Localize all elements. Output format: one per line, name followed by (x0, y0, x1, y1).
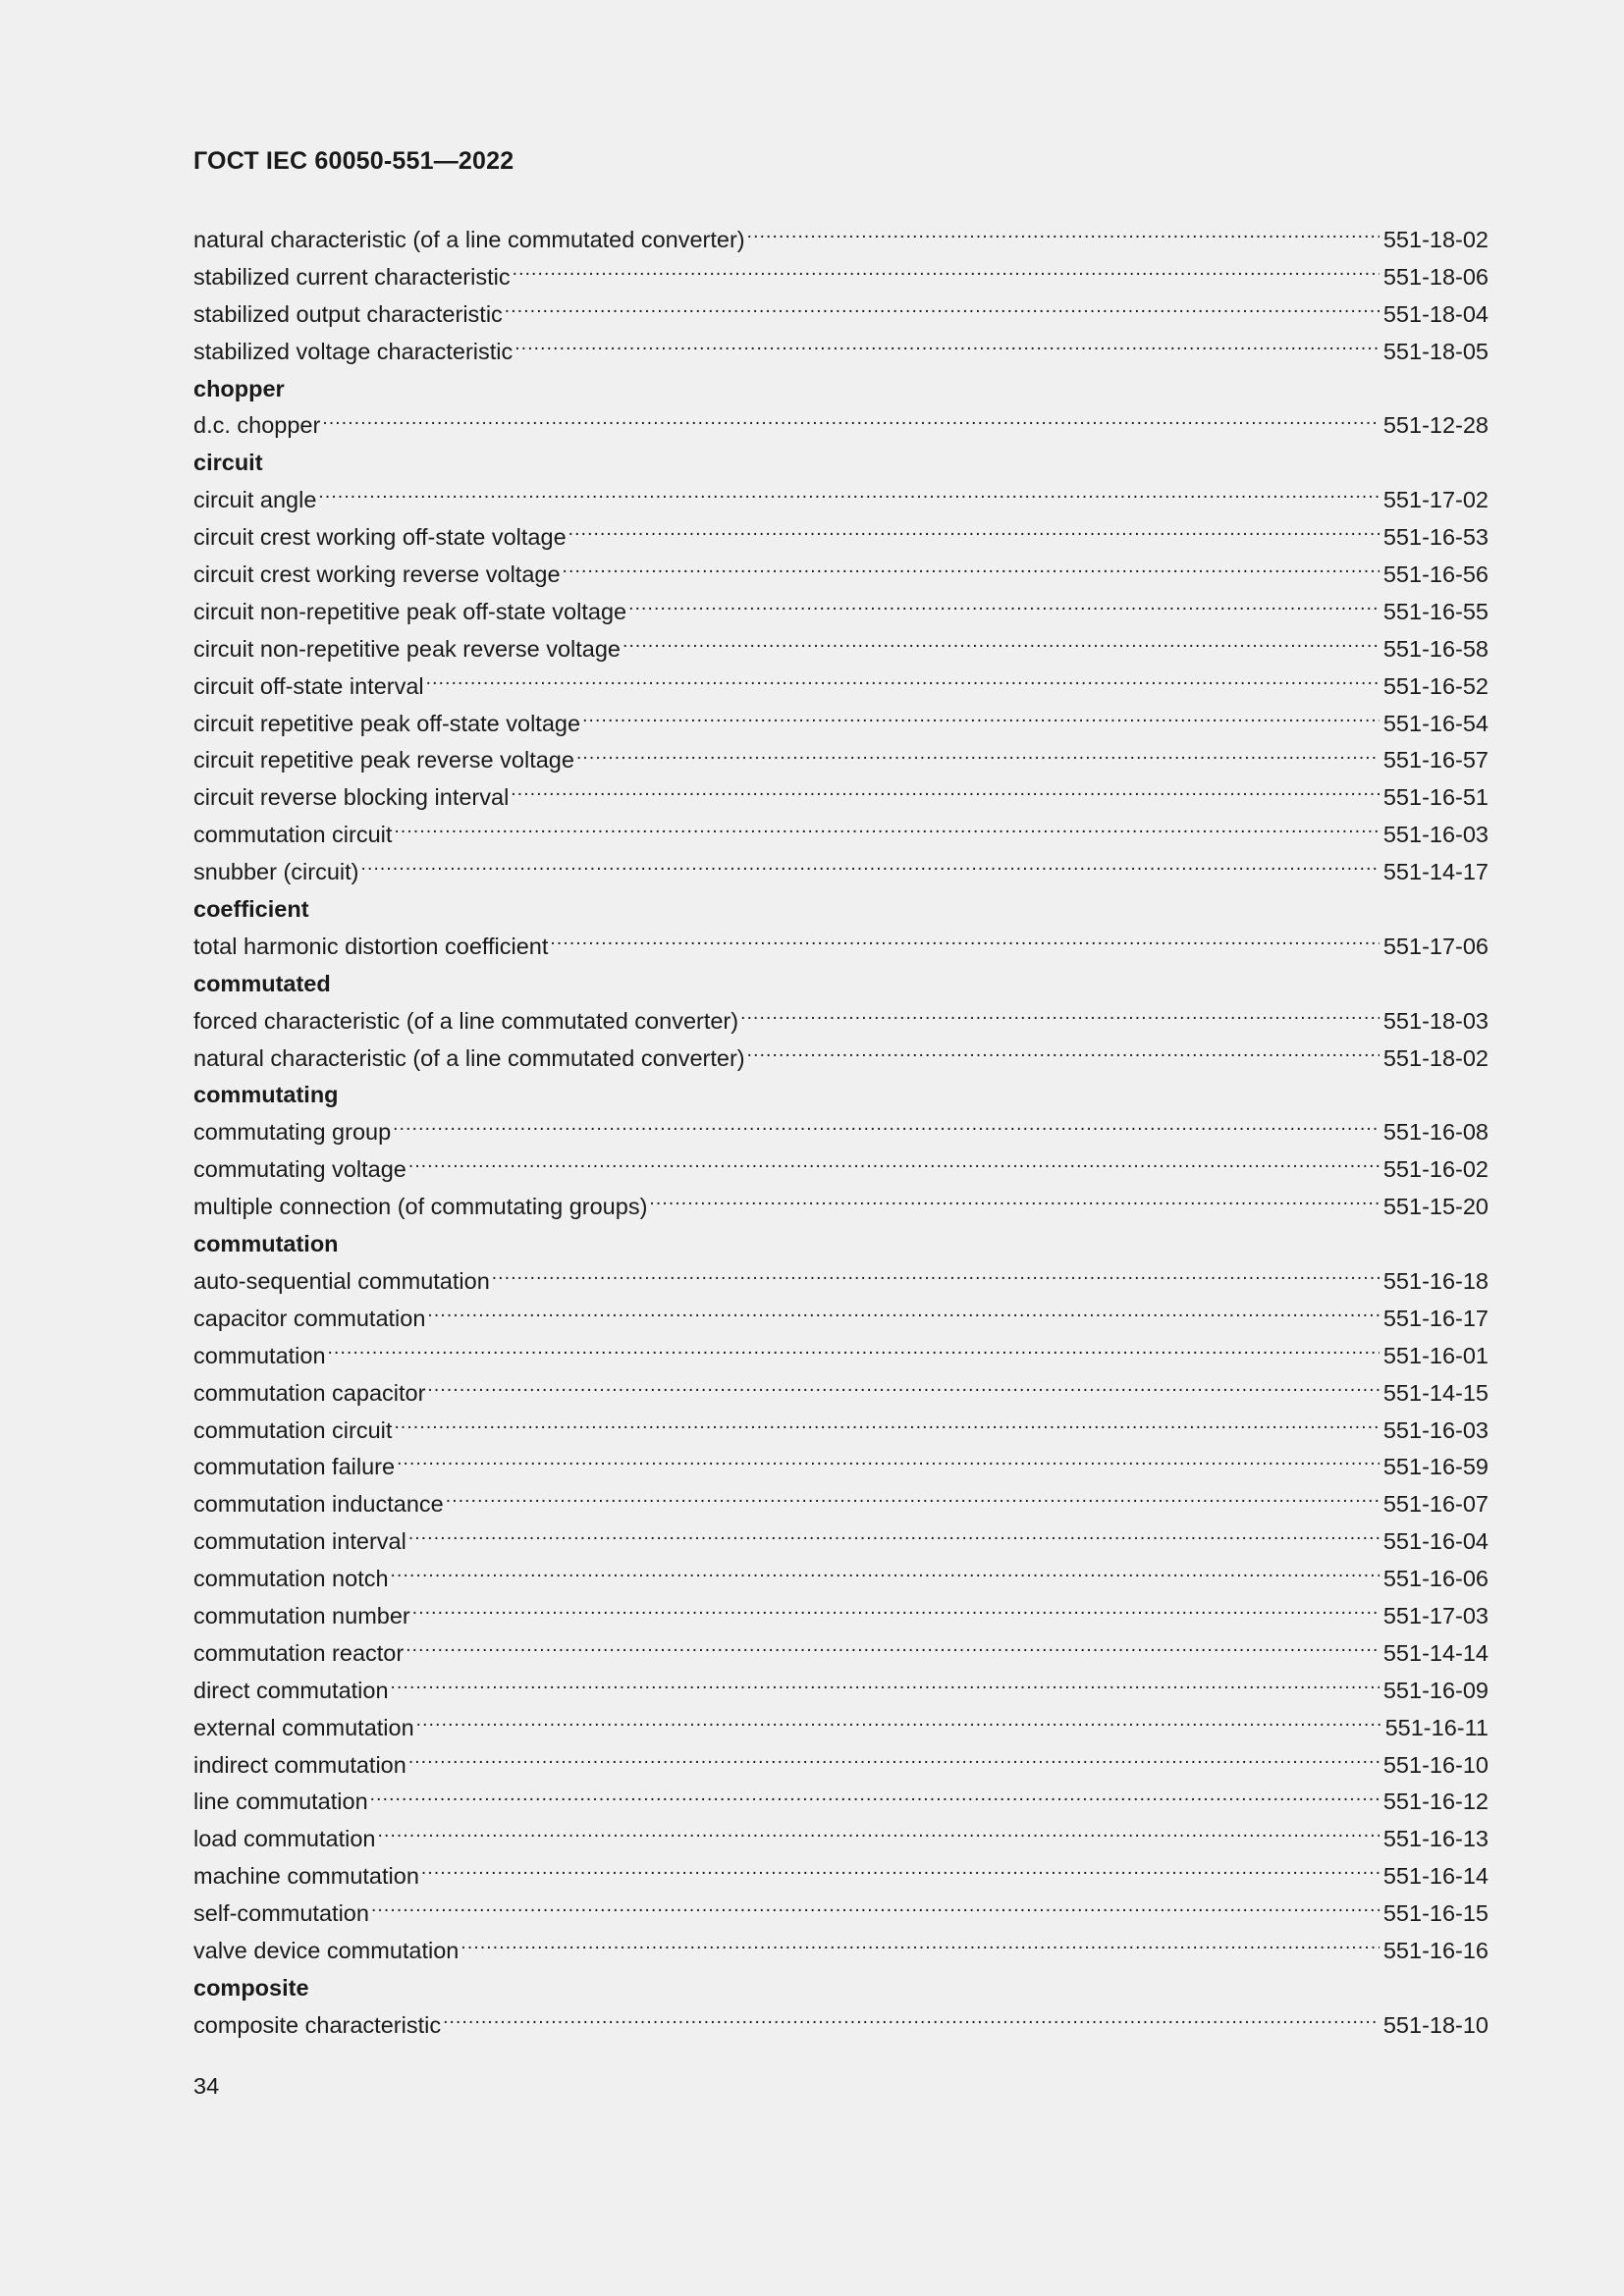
index-entry-reference: 551-16-52 (1382, 672, 1489, 699)
index-group-heading: circuit (193, 450, 263, 476)
index-entry-term: line commutation (193, 1789, 368, 1815)
dot-leader (513, 261, 1380, 285)
index-entry-term: circuit crest working reverse voltage (193, 561, 561, 588)
index-entry-reference: 551-18-02 (1382, 227, 1489, 252)
dot-leader (360, 857, 1379, 881)
index-entry-reference: 551-16-01 (1382, 1342, 1489, 1368)
index-entry-term: circuit non-repetitive peak reverse voltage (193, 635, 621, 662)
index-entry (193, 1375, 1489, 1413)
index-entry (193, 1449, 1489, 1486)
dot-leader (408, 1526, 1380, 1550)
index-entry (193, 1561, 1489, 1598)
index-entry-reference: 551-16-56 (1382, 561, 1489, 588)
index-entry-reference: 551-16-53 (1382, 524, 1489, 551)
index-entry-reference: 551-16-03 (1382, 1416, 1489, 1443)
dot-leader (628, 596, 1380, 619)
term-index-list (193, 222, 1489, 2045)
index-entry-term: composite characteristic (193, 2011, 442, 2038)
dot-leader (408, 1749, 1380, 1773)
dot-leader (511, 782, 1380, 806)
dot-leader (649, 1192, 1379, 1215)
dot-leader (371, 1898, 1380, 1922)
index-group-heading: commutating (193, 1082, 339, 1108)
index-entry-term: commutation notch (193, 1566, 389, 1592)
index-entry (193, 594, 1489, 631)
index-entry (193, 1189, 1489, 1226)
index-entry-reference: 551-18-06 (1382, 263, 1489, 290)
index-entry (193, 854, 1489, 891)
index-entry (193, 1896, 1489, 1933)
index-entry-term: commutation number (193, 1602, 410, 1629)
index-group-heading: commutation (193, 1231, 339, 1257)
dot-leader (426, 670, 1380, 694)
index-entry-term: commutation reactor (193, 1639, 405, 1666)
index-group-heading: chopper (193, 375, 285, 401)
index-entry-reference: 551-16-58 (1382, 635, 1489, 662)
index-entry-reference: 551-14-17 (1382, 859, 1489, 885)
index-entry-reference: 551-14-14 (1382, 1639, 1489, 1666)
index-entry (193, 1413, 1489, 1450)
index-entry-reference: 551-16-57 (1382, 747, 1489, 774)
dot-leader (550, 931, 1379, 954)
index-entry-term: commutating group (193, 1119, 392, 1146)
index-entry (193, 296, 1489, 334)
index-entry-reference: 551-16-07 (1382, 1491, 1489, 1518)
index-entry-reference: 551-18-04 (1382, 300, 1489, 327)
index-entry-term: capacitor commutation (193, 1305, 426, 1331)
index-entry-term: commutation circuit (193, 822, 393, 848)
index-entry (193, 1673, 1489, 1710)
index-entry-reference: 551-16-11 (1384, 1714, 1489, 1740)
index-entry-term: commutation failure (193, 1454, 396, 1480)
index-entry-reference: 551-16-16 (1382, 1937, 1489, 1963)
index-entry-term: d.c. chopper (193, 412, 321, 439)
dot-leader (582, 708, 1380, 731)
index-entry (193, 557, 1489, 594)
index-entry-reference: 551-17-06 (1382, 933, 1489, 959)
index-entry (193, 1114, 1489, 1151)
dot-leader (412, 1600, 1380, 1624)
index-entry-term: stabilized current characteristic (193, 263, 511, 290)
index-entry-reference: 551-18-03 (1382, 1007, 1489, 1034)
index-entry-term: multiple connection (of commutating groups) (193, 1194, 648, 1220)
index-entry-reference: 551-16-15 (1382, 1900, 1489, 1927)
index-entry-term: commutation circuit (193, 1416, 393, 1443)
page-number: 34 (193, 2073, 220, 2099)
index-entry-term: circuit non-repetitive peak off-state voltage (193, 598, 627, 624)
page-header: ГОСТ IEC 60050-551—2022 (193, 147, 514, 175)
dot-leader (394, 820, 1379, 843)
dot-leader (747, 225, 1380, 248)
dot-leader (576, 745, 1380, 769)
dot-leader (397, 1452, 1380, 1475)
index-entry (193, 929, 1489, 966)
dot-leader (394, 1415, 1379, 1438)
index-entry-term: snubber (circuit) (193, 859, 359, 885)
index-entry-term: circuit off-state interval (193, 672, 424, 699)
index-entry-reference: 551-14-15 (1382, 1379, 1489, 1406)
index-entry-term: load commutation (193, 1826, 376, 1852)
index-entry-reference: 551-15-20 (1382, 1194, 1489, 1220)
index-entry-term: total harmonic distortion coefficient (193, 933, 549, 959)
index-entry-reference: 551-12-28 (1382, 412, 1489, 439)
dot-leader (446, 1489, 1380, 1513)
index-entry-reference: 551-16-18 (1382, 1267, 1489, 1294)
index-entry-term: auto-sequential commutation (193, 1267, 490, 1294)
index-entry-reference: 551-16-03 (1382, 822, 1489, 848)
index-entry (193, 519, 1489, 557)
index-entry (193, 1338, 1489, 1375)
dot-leader (514, 336, 1380, 359)
index-entry-reference: 551-16-12 (1382, 1789, 1489, 1815)
index-entry-reference: 551-16-51 (1382, 784, 1489, 811)
index-entry-term: natural characteristic (of a line commutated converter) (193, 1044, 745, 1071)
index-entry-reference: 551-16-55 (1382, 598, 1489, 624)
index-entry-term: commutation interval (193, 1528, 406, 1555)
index-entry (193, 1523, 1489, 1561)
index-entry-term: direct commutation (193, 1677, 389, 1703)
index-entry-term: circuit angle (193, 487, 317, 513)
index-entry-term: forced characteristic (of a line commutated converter) (193, 1007, 739, 1034)
index-entry (193, 259, 1489, 296)
index-group-heading: composite (193, 1974, 309, 2001)
dot-leader (505, 298, 1380, 322)
index-entry-reference: 551-16-54 (1382, 710, 1489, 736)
index-entry (193, 1635, 1489, 1673)
dot-leader (393, 1117, 1380, 1141)
dot-leader (318, 485, 1379, 508)
index-entry-reference: 551-16-06 (1382, 1566, 1489, 1592)
index-entry-reference: 551-18-10 (1382, 2011, 1489, 2038)
index-entry (193, 1933, 1489, 1970)
index-entry (193, 742, 1489, 779)
index-entry (193, 1747, 1489, 1785)
index-entry (193, 1263, 1489, 1301)
dot-leader (427, 1377, 1379, 1401)
index-entry-term: commutation capacitor (193, 1379, 426, 1406)
index-entry-reference: 551-16-02 (1382, 1156, 1489, 1183)
dot-leader (443, 2009, 1380, 2033)
index-entry-reference: 551-16-08 (1382, 1119, 1489, 1146)
dot-leader (406, 1637, 1380, 1661)
index-entry-term: circuit reverse blocking interval (193, 784, 510, 811)
index-entry-term: machine commutation (193, 1863, 419, 1890)
dot-leader (421, 1861, 1380, 1885)
index-entry-reference: 551-16-09 (1382, 1677, 1489, 1703)
dot-leader (747, 1042, 1380, 1066)
index-entry-term: commutating voltage (193, 1156, 406, 1183)
index-entry (193, 1858, 1489, 1896)
dot-leader (391, 1675, 1380, 1698)
index-entry-reference: 551-16-04 (1382, 1528, 1489, 1555)
index-entry-term: self-commutation (193, 1900, 369, 1927)
dot-leader (563, 560, 1380, 583)
index-entry (193, 2007, 1489, 2045)
index-entry-term: circuit crest working off-state voltage (193, 524, 567, 551)
dot-leader (492, 1265, 1380, 1289)
index-entry-term: stabilized output characteristic (193, 300, 503, 327)
index-entry (193, 631, 1489, 668)
dot-leader (568, 522, 1380, 546)
index-entry (193, 1301, 1489, 1338)
dot-leader (427, 1303, 1379, 1326)
index-entry-reference: 551-18-05 (1382, 338, 1489, 364)
dot-leader (378, 1824, 1380, 1847)
dot-leader (328, 1340, 1380, 1363)
index-entry-term: circuit repetitive peak off-state voltage (193, 710, 581, 736)
index-entry (193, 1821, 1489, 1858)
dot-leader (322, 410, 1380, 434)
index-entry (193, 1003, 1489, 1041)
index-entry-reference: 551-18-02 (1382, 1044, 1489, 1071)
dot-leader (460, 1935, 1379, 1958)
index-entry-term: valve device commutation (193, 1937, 460, 1963)
index-entry (193, 668, 1489, 706)
index-entry (193, 1598, 1489, 1635)
dot-leader (623, 633, 1380, 657)
dot-leader (408, 1154, 1380, 1178)
index-entry-term: external commutation (193, 1714, 414, 1740)
index-entry-reference: 551-16-13 (1382, 1826, 1489, 1852)
index-entry (193, 407, 1489, 445)
dot-leader (416, 1712, 1381, 1735)
index-entry (193, 222, 1489, 259)
index-entry (193, 1710, 1489, 1747)
index-entry-reference: 551-17-02 (1382, 487, 1489, 513)
index-entry-reference: 551-17-03 (1382, 1602, 1489, 1629)
dot-leader (370, 1787, 1380, 1810)
index-entry-reference: 551-16-10 (1382, 1751, 1489, 1778)
dot-leader (740, 1005, 1380, 1029)
index-entry-term: circuit repetitive peak reverse voltage (193, 747, 574, 774)
index-entry (193, 1151, 1489, 1189)
index-entry (193, 334, 1489, 371)
index-entry-term: indirect commutation (193, 1751, 406, 1778)
index-entry-reference: 551-16-14 (1382, 1863, 1489, 1890)
index-group-heading: coefficient (193, 896, 309, 923)
index-entry (193, 482, 1489, 519)
index-entry (193, 1784, 1489, 1821)
index-group-heading: commutated (193, 970, 331, 996)
index-entry-term: natural characteristic (of a line commutated converter) (193, 227, 745, 252)
index-entry (193, 817, 1489, 854)
index-entry (193, 779, 1489, 817)
index-entry (193, 1486, 1489, 1523)
dot-leader (391, 1564, 1380, 1587)
index-entry-term: stabilized voltage characteristic (193, 338, 514, 364)
index-entry (193, 1041, 1489, 1078)
index-entry-term: commutation inductance (193, 1491, 444, 1518)
index-entry (193, 706, 1489, 743)
index-entry-reference: 551-16-17 (1382, 1305, 1489, 1331)
index-entry-term: commutation (193, 1342, 326, 1368)
index-entry-reference: 551-16-59 (1382, 1454, 1489, 1480)
